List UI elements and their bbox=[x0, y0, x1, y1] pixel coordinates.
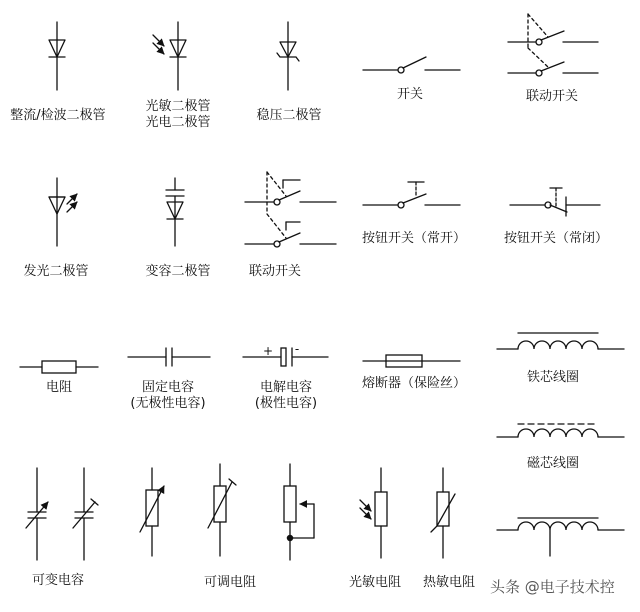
linked-switch-symbol-top bbox=[508, 14, 598, 76]
variable-capacitor-symbol-2 bbox=[73, 468, 98, 560]
label-photo-diode-2: 光电二极管 bbox=[145, 115, 211, 130]
label-electrolytic-1: 电解电容 bbox=[259, 380, 313, 395]
linked-switch-symbol-mid bbox=[245, 172, 336, 247]
label-fuse: 熔断器（保险丝） bbox=[361, 376, 467, 391]
iron-core-inductor-symbol bbox=[497, 333, 624, 349]
adjustable-resistor-symbol-2 bbox=[208, 464, 236, 556]
label-fixed-capacitor-1: 固定电容 bbox=[141, 380, 195, 395]
watermark: 头条 @电子技术控 bbox=[490, 578, 615, 596]
photo-diode-symbol bbox=[153, 22, 186, 90]
label-photo-diode-1: 光敏二极管 bbox=[145, 99, 211, 114]
label-rectifier-diode: 整流/检波二极管 bbox=[10, 108, 106, 123]
label-polarity-minus: - bbox=[294, 342, 300, 356]
thermistor-symbol bbox=[431, 468, 455, 558]
label-adjustable-resistor: 可调电阻 bbox=[203, 575, 257, 590]
push-button-no-symbol bbox=[363, 182, 460, 208]
label-variable-capacitor: 可变电容 bbox=[31, 573, 85, 588]
led-symbol bbox=[49, 178, 77, 246]
fixed-capacitor-symbol bbox=[128, 348, 210, 366]
label-push-button-no: 按钮开关（常开） bbox=[361, 231, 467, 246]
zener-diode-symbol bbox=[277, 22, 299, 90]
tapped-inductor-symbol bbox=[497, 518, 624, 556]
varactor-symbol bbox=[166, 178, 184, 246]
magnetic-core-inductor-symbol bbox=[497, 424, 624, 437]
potentiometer-symbol bbox=[284, 464, 314, 560]
push-button-nc-symbol bbox=[510, 188, 600, 216]
label-switch: 开关 bbox=[396, 87, 424, 102]
label-push-button-nc: 按钮开关（常闭） bbox=[503, 231, 609, 246]
rectifier-diode-symbol bbox=[49, 22, 65, 90]
fuse-symbol bbox=[363, 355, 460, 367]
label-magnetic-core-inductor: 磁芯线圈 bbox=[526, 456, 580, 471]
variable-capacitor-symbol-1 bbox=[26, 468, 48, 560]
adjustable-resistor-symbol-1 bbox=[140, 468, 164, 556]
label-varactor: 变容二极管 bbox=[145, 264, 211, 279]
photoresistor-symbol bbox=[360, 468, 387, 558]
label-zener-diode: 稳压二极管 bbox=[256, 108, 322, 123]
switch-symbol bbox=[363, 57, 460, 73]
label-electrolytic-2: (极性电容) bbox=[254, 396, 318, 411]
label-resistor: 电阻 bbox=[45, 380, 73, 395]
electrolytic-capacitor-symbol bbox=[243, 348, 328, 366]
label-fixed-capacitor-2: (无极性电容) bbox=[130, 396, 206, 411]
label-led: 发光二极管 bbox=[23, 264, 89, 279]
label-linked-switch-top: 联动开关 bbox=[525, 89, 579, 104]
label-linked-switch-mid: 联动开关 bbox=[248, 264, 302, 279]
label-thermistor: 热敏电阻 bbox=[422, 575, 476, 590]
label-polarity-plus: + bbox=[262, 344, 274, 358]
label-iron-core-inductor: 铁芯线圈 bbox=[526, 370, 580, 385]
resistor-symbol bbox=[20, 361, 98, 373]
label-photoresistor: 光敏电阻 bbox=[348, 575, 402, 590]
